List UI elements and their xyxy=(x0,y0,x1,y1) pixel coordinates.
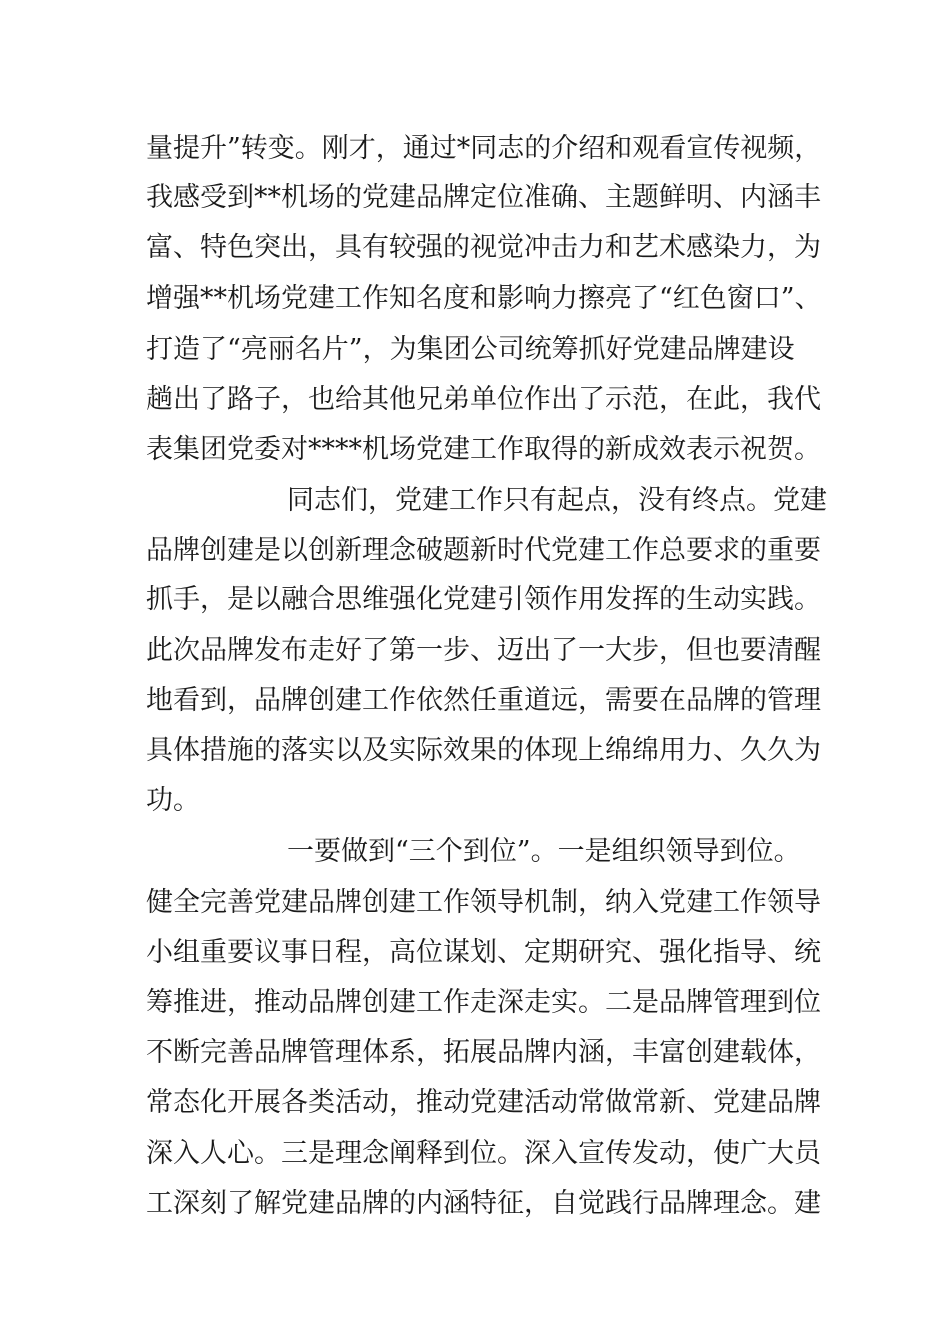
text-line: 具体措施的落实以及实际效果的体现上绵绵用力、久久为 xyxy=(146,735,821,766)
text-line: 品牌创建是以创新理念破题新时代党建工作总要求的重要 xyxy=(146,535,821,566)
text-line: 工深刻了解党建品牌的内涵特征，自觉践行品牌理念。建 xyxy=(146,1188,821,1219)
text-line: 地看到，品牌创建工作依然任重道远，需要在品牌的管理 xyxy=(146,685,821,716)
text-line: 功。 xyxy=(146,785,200,816)
text-line: 常态化开展各类活动，推动党建活动常做常新、党建品牌 xyxy=(146,1087,821,1118)
text-line: 趟出了路子，也给其他兄弟单位作出了示范，在此，我代 xyxy=(146,384,821,415)
text-line: 抓手，是以融合思维强化党建引领作用发挥的生动实践。 xyxy=(146,584,821,615)
text-line: 健全完善党建品牌创建工作领导机制，纳入党建工作领导 xyxy=(146,887,821,918)
text-line: 小组重要议事日程，高位谋划、定期研究、强化指导、统 xyxy=(146,937,821,968)
text-line: 不断完善品牌管理体系，拓展品牌内涵，丰富创建载体， xyxy=(146,1037,821,1068)
text-line: 深入人心。三是理念阐释到位。深入宣传发动，使广大员 xyxy=(146,1138,821,1169)
text-line: 此次品牌发布走好了第一步、迈出了一大步，但也要清醒 xyxy=(146,635,821,666)
text-line: 增强**机场党建工作知名度和影响力擦亮了“红色窗口”、 xyxy=(146,283,822,314)
paragraph-first-line: 同志们，党建工作只有起点，没有终点。党建 xyxy=(287,485,827,516)
text-line: 富、特色突出，具有较强的视觉冲击力和艺术感染力，为 xyxy=(146,232,821,263)
text-line: 我感受到**机场的党建品牌定位准确、主题鲜明、内涵丰 xyxy=(146,182,821,213)
paragraph-first-line: 一要做到“三个到位”。一是组织领导到位。 xyxy=(287,836,801,867)
text-line: 筹推进，推动品牌创建工作走深走实。二是品牌管理到位 xyxy=(146,987,821,1018)
text-line: 打造了“亮丽名片”，为集团公司统筹抓好党建品牌建设 xyxy=(146,334,795,365)
text-line: 量提升”转变。刚才，通过*同志的介绍和观看宣传视频， xyxy=(146,133,822,164)
text-line: 表集团党委对****机场党建工作取得的新成效表示祝贺。 xyxy=(146,434,821,465)
